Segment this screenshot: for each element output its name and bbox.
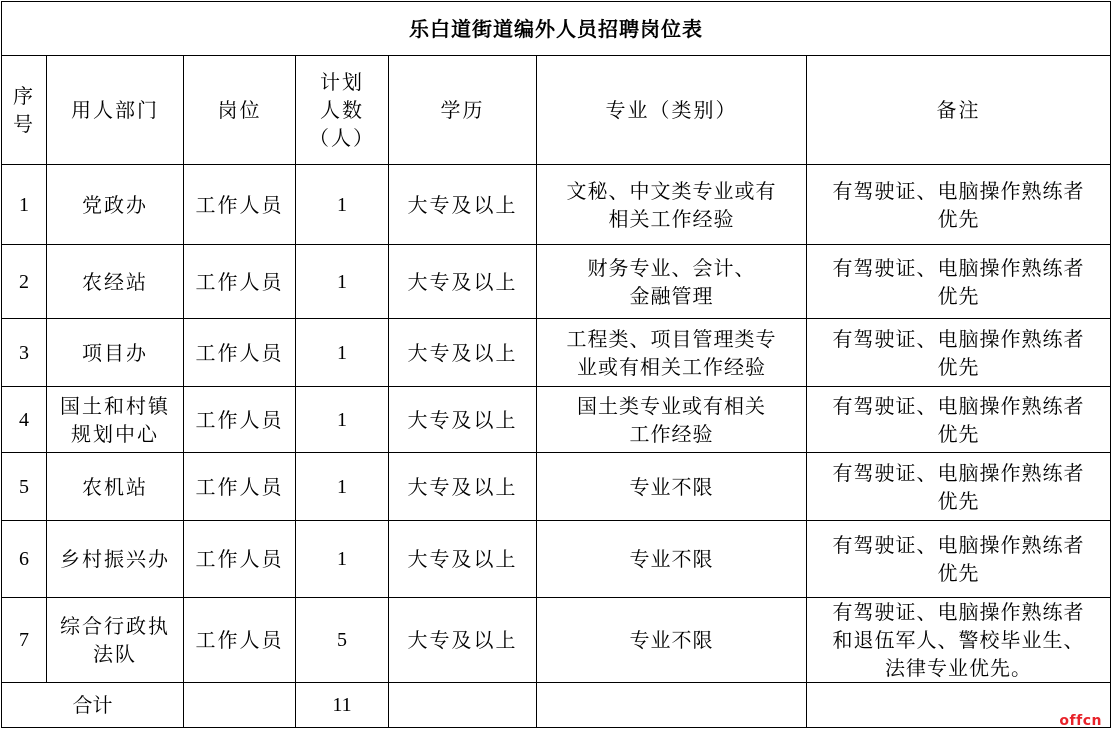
row-count: 1 [296,165,389,245]
header-seq-line2: 号 [13,112,35,136]
row-education: 大专及以上 [389,319,537,387]
row-dept [47,598,184,683]
header-plan-line1: 计划 [320,70,364,94]
major-line: 工程类、项目管理类专 [566,326,777,351]
row-seq: 5 [2,453,47,521]
remark-line: 有驾驶证、电脑操作熟练者 [832,393,1085,418]
total-label: 合计 [2,683,184,728]
row-dept [47,453,184,521]
row-count: 1 [296,521,389,598]
table-row [2,387,1111,453]
remark-line: 有驾驶证、电脑操作熟练者 [832,533,1085,557]
row-position: 工作人员 [184,521,296,598]
row-count: 1 [296,387,389,453]
recruitment-table [1,1,1111,728]
dept-line: 项目办 [82,340,148,365]
dept-line: 乡村振兴办 [60,547,170,571]
row-count: 1 [296,245,389,319]
dept-line: 法队 [93,642,137,666]
header-seq-line1: 序 [13,84,35,108]
major-line: 文秘、中文类专业或有 [566,178,777,203]
row-major [537,521,807,598]
row-remark [807,165,1111,245]
row-remark [807,598,1111,683]
row-education: 大专及以上 [389,165,537,245]
header-remark: 备注 [807,56,1111,165]
row-major [537,165,807,245]
dept-line: 国土和村镇 [60,393,170,418]
major-line: 财务专业、会计、 [587,255,756,280]
header-plan-count [296,56,389,165]
major-line: 金融管理 [629,283,714,308]
table-row [2,245,1111,319]
row-major [537,453,807,521]
header-dept: 用人部门 [47,56,184,165]
major-line: 相关工作经验 [608,206,735,231]
remark-line: 优先 [937,488,980,513]
row-position: 工作人员 [184,387,296,453]
header-plan-line2: 人数 [320,98,364,122]
row-remark [807,387,1111,453]
dept-line: 综合行政执 [60,614,170,638]
row-remark [807,245,1111,319]
row-position: 工作人员 [184,319,296,387]
row-education: 大专及以上 [389,245,537,319]
header-seq [2,56,47,165]
remark-line: 法律专业优先。 [885,656,1033,680]
major-line: 专业不限 [629,628,714,652]
row-education: 大专及以上 [389,521,537,598]
row-position: 工作人员 [184,453,296,521]
dept-line: 农经站 [82,269,148,294]
row-education: 大专及以上 [389,453,537,521]
total-empty-cell [184,683,296,728]
row-education: 大专及以上 [389,598,537,683]
offcn-watermark: offcn [1059,713,1102,729]
header-row [2,56,1111,165]
total-empty-cell [537,683,807,728]
total-count: 11 [296,683,389,728]
row-position: 工作人员 [184,165,296,245]
row-count: 5 [296,598,389,683]
remark-line: 有驾驶证、电脑操作熟练者 [832,255,1085,280]
row-position: 工作人员 [184,245,296,319]
remark-line: 有驾驶证、电脑操作熟练者 [832,326,1085,351]
row-seq: 2 [2,245,47,319]
total-row [2,683,1111,728]
row-remark [807,319,1111,387]
dept-line: 规划中心 [71,421,159,446]
row-position: 工作人员 [184,598,296,683]
remark-line: 优先 [937,421,980,446]
table-row [2,598,1111,683]
major-line: 专业不限 [629,474,714,499]
major-line: 业或有相关工作经验 [577,354,766,379]
remark-line: 有驾驶证、电脑操作熟练者 [832,460,1085,485]
dept-line: 农机站 [82,474,148,499]
major-line: 工作经验 [629,421,714,446]
header-major: 专业（类别） [537,56,807,165]
remark-line: 有驾驶证、电脑操作熟练者 [832,178,1085,203]
total-empty-cell [389,683,537,728]
row-major [537,245,807,319]
page-title: 乐白道街道编外人员招聘岗位表 [2,2,1111,56]
remark-line: 优先 [937,354,980,379]
row-remark [807,453,1111,521]
header-plan-line3: （人） [309,126,375,150]
row-count: 1 [296,453,389,521]
dept-line: 党政办 [82,192,148,217]
table-row [2,453,1111,521]
remark-line: 优先 [937,206,980,231]
row-seq: 6 [2,521,47,598]
row-major [537,387,807,453]
row-dept [47,165,184,245]
row-seq: 7 [2,598,47,683]
row-count: 1 [296,319,389,387]
row-major [537,598,807,683]
table-row [2,521,1111,598]
row-dept [47,521,184,598]
row-education: 大专及以上 [389,387,537,453]
remark-line: 优先 [937,283,980,308]
remark-line: 优先 [937,561,980,585]
row-seq: 1 [2,165,47,245]
row-remark [807,521,1111,598]
row-dept [47,319,184,387]
row-dept [47,245,184,319]
major-line: 专业不限 [629,547,714,571]
row-dept [47,387,184,453]
row-seq: 3 [2,319,47,387]
header-education: 学历 [389,56,537,165]
remark-line: 有驾驶证、电脑操作熟练者 [832,600,1085,624]
header-position: 岗位 [184,56,296,165]
row-major [537,319,807,387]
table-row [2,319,1111,387]
table-row [2,165,1111,245]
remark-line: 和退伍军人、警校毕业生、 [832,628,1085,652]
row-seq: 4 [2,387,47,453]
major-line: 国土类专业或有相关 [577,393,766,418]
